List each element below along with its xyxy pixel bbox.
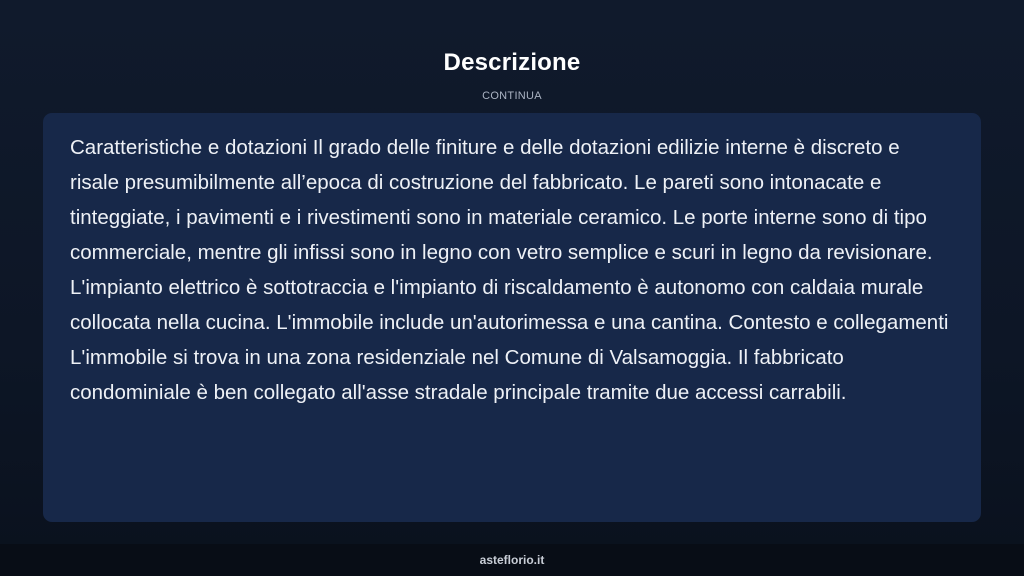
description-text: Caratteristiche e dotazioni Il grado delle finiture e delle dotazioni edilizie interne è discreto e risale presumibilmente all’epoca di costruzione del fabbricato. Le pareti sono intonacate e tinteggiate, i pavimenti e i rivestimenti sono in materiale ceramico. Le porte interne sono di tipo commerciale, mentre gli infissi sono in legno con vetro semplice e scuri in legno da revisionare. L'impianto elettrico è sottotraccia e l'impianto di riscaldamento è autonomo con caldaia murale collocata nella cucina. L'immobile include un'autorimessa e una cantina. Contesto e collegamenti L'immobile si trova in una zona residenziale nel Comune di Valsamoggia. Il fabbricato condominiale è ben collegato all'asse stradale principale tramite due accessi carrabili. xyxy=(70,136,949,404)
footer-bar xyxy=(0,544,1024,576)
page-title: Descrizione xyxy=(443,49,581,76)
continue-label: CONTINUA xyxy=(482,90,542,102)
description-card xyxy=(43,113,981,522)
footer-brand: asteflorio.it xyxy=(479,553,545,567)
slide-header xyxy=(0,0,1024,110)
